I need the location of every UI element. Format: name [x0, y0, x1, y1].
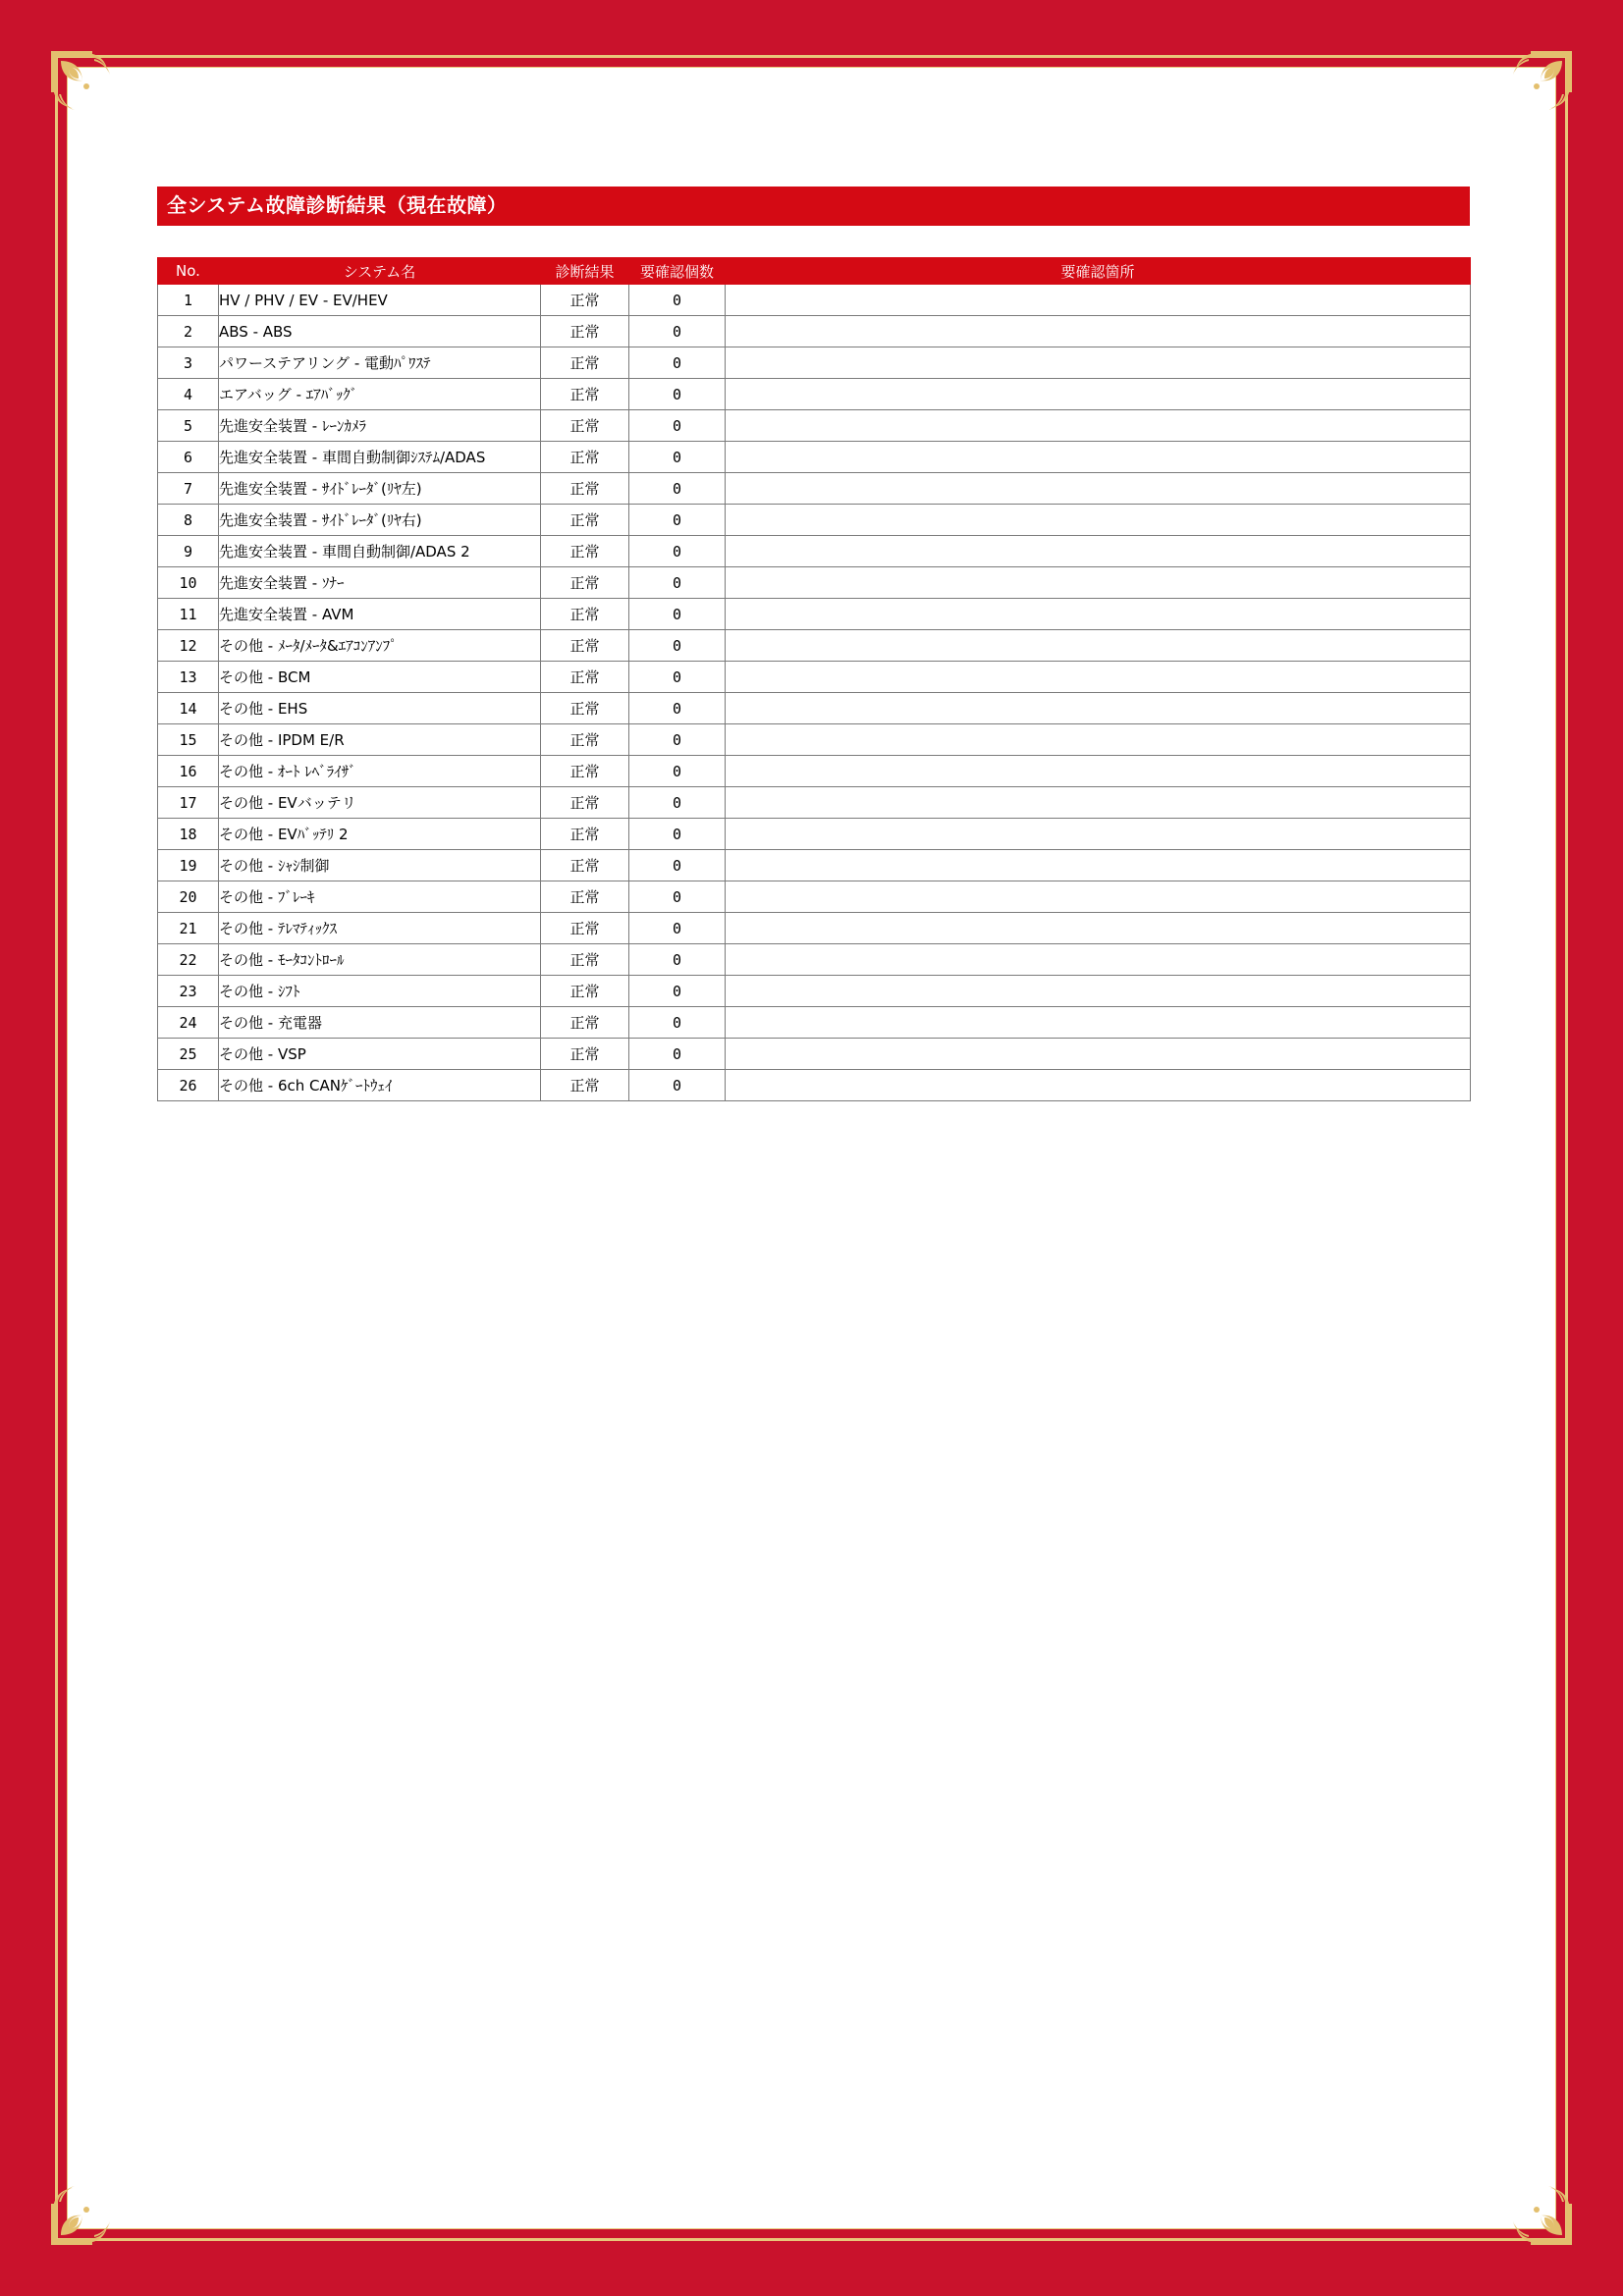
- cell-location: [726, 473, 1471, 505]
- column-header-count: 要確認個数: [629, 258, 726, 285]
- table-header-row: [158, 258, 1471, 285]
- cell-no: 10: [158, 567, 219, 599]
- cell-system-name: 先進安全装置 - ｿﾅｰ: [219, 567, 541, 599]
- cell-location: [726, 756, 1471, 787]
- cell-location: [726, 347, 1471, 379]
- cell-count: 0: [629, 536, 726, 567]
- cell-result: 正常: [541, 944, 629, 976]
- cell-result: 正常: [541, 1039, 629, 1070]
- cell-count: 0: [629, 567, 726, 599]
- cell-count: 0: [629, 1039, 726, 1070]
- cell-result: 正常: [541, 410, 629, 442]
- table-row: [158, 693, 1471, 724]
- cell-result: 正常: [541, 850, 629, 881]
- cell-no: 7: [158, 473, 219, 505]
- cell-system-name: その他 - VSP: [219, 1039, 541, 1070]
- cell-result: 正常: [541, 1070, 629, 1101]
- table-row: [158, 976, 1471, 1007]
- cell-location: [726, 693, 1471, 724]
- cell-system-name: その他 - IPDM E/R: [219, 724, 541, 756]
- cell-result: 正常: [541, 347, 629, 379]
- cell-system-name: その他 - ｵｰﾄ ﾚﾍﾞﾗｲｻﾞ: [219, 756, 541, 787]
- table-row: [158, 724, 1471, 756]
- cell-location: [726, 976, 1471, 1007]
- cell-location: [726, 410, 1471, 442]
- cell-location: [726, 379, 1471, 410]
- cell-no: 5: [158, 410, 219, 442]
- cell-system-name: パワーステアリング - 電動ﾊﾟﾜｽﾃ: [219, 347, 541, 379]
- table-row: [158, 630, 1471, 662]
- cell-no: 6: [158, 442, 219, 473]
- cell-no: 13: [158, 662, 219, 693]
- cell-count: 0: [629, 850, 726, 881]
- cell-location: [726, 1007, 1471, 1039]
- cell-count: 0: [629, 756, 726, 787]
- cell-system-name: その他 - ｼﾌﾄ: [219, 976, 541, 1007]
- cell-result: 正常: [541, 881, 629, 913]
- cell-location: [726, 630, 1471, 662]
- cell-no: 9: [158, 536, 219, 567]
- cell-count: 0: [629, 881, 726, 913]
- cell-system-name: 先進安全装置 - 車間自動制御/ADAS 2: [219, 536, 541, 567]
- cell-no: 17: [158, 787, 219, 819]
- cell-system-name: その他 - 6ch CANｹﾞｰﾄｳｪｲ: [219, 1070, 541, 1101]
- table-row: [158, 536, 1471, 567]
- cell-location: [726, 881, 1471, 913]
- cell-result: 正常: [541, 379, 629, 410]
- cell-result: 正常: [541, 442, 629, 473]
- cell-location: [726, 567, 1471, 599]
- cell-count: 0: [629, 630, 726, 662]
- cell-system-name: その他 - EHS: [219, 693, 541, 724]
- cell-system-name: その他 - ﾓｰﾀｺﾝﾄﾛｰﾙ: [219, 944, 541, 976]
- cell-count: 0: [629, 379, 726, 410]
- column-header-result: 診断結果: [541, 258, 629, 285]
- cell-system-name: その他 - BCM: [219, 662, 541, 693]
- column-header-no: No.: [158, 258, 219, 285]
- cell-system-name: その他 - ﾌﾞﾚｰｷ: [219, 881, 541, 913]
- cell-count: 0: [629, 347, 726, 379]
- cell-count: 0: [629, 724, 726, 756]
- cell-location: [726, 536, 1471, 567]
- cell-system-name: その他 - ﾃﾚﾏﾃｨｯｸｽ: [219, 913, 541, 944]
- table-row: [158, 850, 1471, 881]
- table-row: [158, 442, 1471, 473]
- cell-count: 0: [629, 505, 726, 536]
- cell-system-name: HV / PHV / EV - EV/HEV: [219, 285, 541, 316]
- cell-no: 26: [158, 1070, 219, 1101]
- cell-count: 0: [629, 473, 726, 505]
- cell-no: 18: [158, 819, 219, 850]
- cell-count: 0: [629, 316, 726, 347]
- cell-no: 8: [158, 505, 219, 536]
- cell-count: 0: [629, 693, 726, 724]
- cell-count: 0: [629, 1070, 726, 1101]
- cell-no: 15: [158, 724, 219, 756]
- cell-result: 正常: [541, 505, 629, 536]
- cell-location: [726, 819, 1471, 850]
- table-row: [158, 347, 1471, 379]
- cell-count: 0: [629, 285, 726, 316]
- table-row: [158, 1070, 1471, 1101]
- table-row: [158, 881, 1471, 913]
- cell-location: [726, 285, 1471, 316]
- cell-system-name: その他 - 充電器: [219, 1007, 541, 1039]
- cell-no: 24: [158, 1007, 219, 1039]
- cell-system-name: 先進安全装置 - ﾚｰﾝｶﾒﾗ: [219, 410, 541, 442]
- cell-no: 12: [158, 630, 219, 662]
- cell-result: 正常: [541, 787, 629, 819]
- cell-result: 正常: [541, 473, 629, 505]
- cell-count: 0: [629, 662, 726, 693]
- cell-result: 正常: [541, 976, 629, 1007]
- cell-result: 正常: [541, 756, 629, 787]
- cell-result: 正常: [541, 724, 629, 756]
- table-row: [158, 1007, 1471, 1039]
- cell-no: 2: [158, 316, 219, 347]
- cell-location: [726, 442, 1471, 473]
- table-row: [158, 567, 1471, 599]
- cell-location: [726, 662, 1471, 693]
- cell-system-name: 先進安全装置 - ｻｲﾄﾞﾚｰﾀﾞ(ﾘﾔ右): [219, 505, 541, 536]
- cell-result: 正常: [541, 567, 629, 599]
- table-row: [158, 913, 1471, 944]
- diagnostic-results-table: [157, 257, 1471, 1101]
- table-row: [158, 473, 1471, 505]
- cell-no: 14: [158, 693, 219, 724]
- cell-system-name: その他 - ｼｬｼ制御: [219, 850, 541, 881]
- cell-result: 正常: [541, 913, 629, 944]
- table-row: [158, 1039, 1471, 1070]
- cell-system-name: その他 - ﾒｰﾀ/ﾒｰﾀ&ｴｱｺﾝｱﾝﾌﾟ: [219, 630, 541, 662]
- cell-count: 0: [629, 1007, 726, 1039]
- table-row: [158, 410, 1471, 442]
- column-header-location: 要確認箇所: [726, 258, 1471, 285]
- cell-count: 0: [629, 819, 726, 850]
- cell-no: 1: [158, 285, 219, 316]
- table-row: [158, 505, 1471, 536]
- cell-location: [726, 599, 1471, 630]
- table-row: [158, 819, 1471, 850]
- cell-no: 16: [158, 756, 219, 787]
- cell-count: 0: [629, 976, 726, 1007]
- table-row: [158, 787, 1471, 819]
- table-row: [158, 316, 1471, 347]
- cell-result: 正常: [541, 693, 629, 724]
- cell-result: 正常: [541, 536, 629, 567]
- cell-location: [726, 850, 1471, 881]
- report-content: [157, 187, 1470, 1101]
- cell-system-name: 先進安全装置 - AVM: [219, 599, 541, 630]
- cell-system-name: エアバッグ - ｴｱﾊﾞｯｸﾞ: [219, 379, 541, 410]
- cell-system-name: ABS - ABS: [219, 316, 541, 347]
- cell-result: 正常: [541, 630, 629, 662]
- cell-location: [726, 944, 1471, 976]
- cell-result: 正常: [541, 662, 629, 693]
- cell-no: 4: [158, 379, 219, 410]
- cell-system-name: その他 - EVﾊﾞｯﾃﾘ 2: [219, 819, 541, 850]
- cell-system-name: 先進安全装置 - 車間自動制御ｼｽﾃﾑ/ADAS: [219, 442, 541, 473]
- cell-system-name: 先進安全装置 - ｻｲﾄﾞﾚｰﾀﾞ(ﾘﾔ左): [219, 473, 541, 505]
- cell-result: 正常: [541, 1007, 629, 1039]
- column-header-system: システム名: [219, 258, 541, 285]
- cell-count: 0: [629, 944, 726, 976]
- table-row: [158, 285, 1471, 316]
- cell-system-name: その他 - EVバッテリ: [219, 787, 541, 819]
- cell-result: 正常: [541, 316, 629, 347]
- cell-count: 0: [629, 599, 726, 630]
- cell-location: [726, 724, 1471, 756]
- cell-count: 0: [629, 787, 726, 819]
- cell-no: 11: [158, 599, 219, 630]
- table-row: [158, 662, 1471, 693]
- cell-no: 23: [158, 976, 219, 1007]
- cell-result: 正常: [541, 599, 629, 630]
- table-row: [158, 944, 1471, 976]
- cell-location: [726, 505, 1471, 536]
- cell-no: 19: [158, 850, 219, 881]
- table-row: [158, 599, 1471, 630]
- cell-no: 22: [158, 944, 219, 976]
- cell-location: [726, 787, 1471, 819]
- cell-location: [726, 1039, 1471, 1070]
- cell-no: 21: [158, 913, 219, 944]
- cell-result: 正常: [541, 819, 629, 850]
- cell-no: 20: [158, 881, 219, 913]
- cell-location: [726, 913, 1471, 944]
- table-row: [158, 379, 1471, 410]
- table-row: [158, 756, 1471, 787]
- cell-count: 0: [629, 410, 726, 442]
- cell-count: 0: [629, 442, 726, 473]
- cell-no: 25: [158, 1039, 219, 1070]
- cell-result: 正常: [541, 285, 629, 316]
- cell-location: [726, 316, 1471, 347]
- table-body: [158, 285, 1471, 1101]
- cell-count: 0: [629, 913, 726, 944]
- cell-location: [726, 1070, 1471, 1101]
- page-title: 全システム故障診断結果（現在故障）: [157, 187, 1470, 226]
- cell-no: 3: [158, 347, 219, 379]
